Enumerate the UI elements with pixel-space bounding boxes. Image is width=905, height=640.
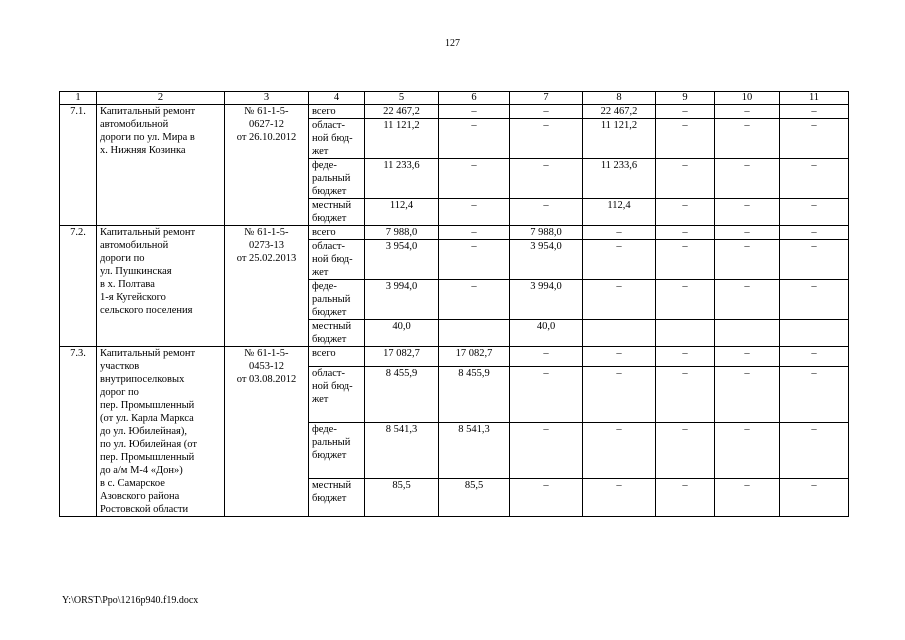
header-cell-11: 11 — [780, 92, 849, 105]
amount-cell-5: 11 233,6 — [365, 159, 439, 199]
page-number: 127 — [445, 38, 460, 49]
amount-cell-9: – — [656, 240, 715, 280]
amount-cell-6: – — [439, 159, 510, 199]
funding-source-label: феде- ральный бюджет — [309, 280, 365, 320]
amount-cell-11: – — [780, 280, 849, 320]
contract-details: № 61-1-5- 0453-12 от 03.08.2012 — [225, 347, 309, 517]
amount-cell-9: – — [656, 347, 715, 367]
amount-cell-5: 112,4 — [365, 199, 439, 226]
funding-source-label: област- ной бюд- жет — [309, 119, 365, 159]
amount-cell-11: – — [780, 240, 849, 280]
amount-cell-11: – — [780, 105, 849, 119]
amount-cell-10: – — [715, 479, 780, 517]
amount-cell-9: – — [656, 199, 715, 226]
amount-cell-7: – — [510, 119, 583, 159]
program-table — [59, 91, 849, 517]
amount-cell-5: 85,5 — [365, 479, 439, 517]
funding-source-label: всего — [309, 105, 365, 119]
amount-cell-9: – — [656, 105, 715, 119]
amount-cell-10: – — [715, 280, 780, 320]
project-number: 7.3. — [60, 347, 97, 517]
amount-cell-11: – — [780, 347, 849, 367]
header-cell-6: 6 — [439, 92, 510, 105]
amount-cell-9: – — [656, 479, 715, 517]
amount-cell-10: – — [715, 105, 780, 119]
amount-cell-7: – — [510, 159, 583, 199]
amount-cell-6: 8 541,3 — [439, 422, 510, 478]
header-cell-10: 10 — [715, 92, 780, 105]
amount-cell-10: – — [715, 347, 780, 367]
amount-cell-6: – — [439, 240, 510, 280]
table-row — [60, 347, 849, 367]
table-body — [60, 105, 849, 517]
amount-cell-11: – — [780, 479, 849, 517]
amount-cell-11: – — [780, 119, 849, 159]
amount-cell-6: 8 455,9 — [439, 366, 510, 422]
funding-source-label: област- ной бюд- жет — [309, 366, 365, 422]
amount-cell-6 — [439, 320, 510, 347]
project-name: Капитальный ремонт автомобильной дороги по ул. Пушкинская в х. Полтава 1-я Кугейского сельского поселения — [97, 226, 225, 347]
amount-cell-7: – — [510, 422, 583, 478]
amount-cell-6: – — [439, 119, 510, 159]
header-cell-1: 1 — [60, 92, 97, 105]
amount-cell-8: 11 121,2 — [583, 119, 656, 159]
amount-cell-5: 17 082,7 — [365, 347, 439, 367]
amount-cell-5: 11 121,2 — [365, 119, 439, 159]
footer-file-path: Y:\ORST\Ppo\1216p940.f19.docx — [62, 595, 199, 606]
amount-cell-11: – — [780, 159, 849, 199]
header-cell-4: 4 — [309, 92, 365, 105]
amount-cell-9 — [656, 320, 715, 347]
amount-cell-8 — [583, 320, 656, 347]
amount-cell-7: – — [510, 347, 583, 367]
amount-cell-10: – — [715, 159, 780, 199]
funding-source-label: всего — [309, 347, 365, 367]
amount-cell-8: 22 467,2 — [583, 105, 656, 119]
amount-cell-11: – — [780, 199, 849, 226]
funding-source-label: всего — [309, 226, 365, 240]
amount-cell-7: 7 988,0 — [510, 226, 583, 240]
header-cell-5: 5 — [365, 92, 439, 105]
amount-cell-7: 40,0 — [510, 320, 583, 347]
amount-cell-9: – — [656, 159, 715, 199]
funding-source-label: местный бюджет — [309, 479, 365, 517]
header-row — [60, 92, 849, 105]
amount-cell-7: – — [510, 199, 583, 226]
amount-cell-6: – — [439, 226, 510, 240]
project-number: 7.1. — [60, 105, 97, 226]
amount-cell-8: – — [583, 226, 656, 240]
amount-cell-8: – — [583, 240, 656, 280]
amount-cell-8: – — [583, 347, 656, 367]
amount-cell-10: – — [715, 366, 780, 422]
table-row — [60, 226, 849, 240]
header-cell-9: 9 — [656, 92, 715, 105]
funding-source-label: местный бюджет — [309, 199, 365, 226]
amount-cell-8: 11 233,6 — [583, 159, 656, 199]
amount-cell-8: – — [583, 280, 656, 320]
amount-cell-8: – — [583, 479, 656, 517]
amount-cell-10 — [715, 320, 780, 347]
amount-cell-6: 85,5 — [439, 479, 510, 517]
header-cell-2: 2 — [97, 92, 225, 105]
amount-cell-9: – — [656, 280, 715, 320]
project-number: 7.2. — [60, 226, 97, 347]
project-name: Капитальный ремонт участков внутрипоселковых дорог по пер. Промышленный (от ул. Карла Маркса до ул. Юбилейная), по ул. Юбилейная (от пер. Промышленный до а/м М-4 «Дон») в с. Самарское Азовского района Ростовской области — [97, 347, 225, 517]
amount-cell-10: – — [715, 119, 780, 159]
amount-cell-5: 22 467,2 — [365, 105, 439, 119]
amount-cell-6: 17 082,7 — [439, 347, 510, 367]
amount-cell-6: – — [439, 280, 510, 320]
amount-cell-7: 3 994,0 — [510, 280, 583, 320]
amount-cell-7: – — [510, 366, 583, 422]
amount-cell-5: 8 541,3 — [365, 422, 439, 478]
amount-cell-5: 3 994,0 — [365, 280, 439, 320]
amount-cell-8: – — [583, 422, 656, 478]
contract-details: № 61-1-5- 0273-13 от 25.02.2013 — [225, 226, 309, 347]
amount-cell-8: 112,4 — [583, 199, 656, 226]
amount-cell-5: 7 988,0 — [365, 226, 439, 240]
amount-cell-6: – — [439, 199, 510, 226]
amount-cell-10: – — [715, 199, 780, 226]
amount-cell-8: – — [583, 366, 656, 422]
project-name: Капитальный ремонт автомобильной дороги по ул. Мира в х. Нижняя Козинка — [97, 105, 225, 226]
contract-details: № 61-1-5- 0627-12 от 26.10.2012 — [225, 105, 309, 226]
amount-cell-5: 3 954,0 — [365, 240, 439, 280]
amount-cell-11: – — [780, 226, 849, 240]
amount-cell-5: 40,0 — [365, 320, 439, 347]
amount-cell-9: – — [656, 226, 715, 240]
amount-cell-5: 8 455,9 — [365, 366, 439, 422]
amount-cell-7: – — [510, 479, 583, 517]
amount-cell-9: – — [656, 422, 715, 478]
funding-source-label: местный бюджет — [309, 320, 365, 347]
amount-cell-6: – — [439, 105, 510, 119]
amount-cell-7: – — [510, 105, 583, 119]
funding-source-label: област- ной бюд- жет — [309, 240, 365, 280]
table-row — [60, 105, 849, 119]
header-cell-3: 3 — [225, 92, 309, 105]
amount-cell-11: – — [780, 422, 849, 478]
header-cell-7: 7 — [510, 92, 583, 105]
amount-cell-11: – — [780, 366, 849, 422]
funding-source-label: феде- ральный бюджет — [309, 159, 365, 199]
amount-cell-10: – — [715, 226, 780, 240]
header-cell-8: 8 — [583, 92, 656, 105]
amount-cell-9: – — [656, 366, 715, 422]
amount-cell-10: – — [715, 240, 780, 280]
amount-cell-10: – — [715, 422, 780, 478]
amount-cell-7: 3 954,0 — [510, 240, 583, 280]
amount-cell-11 — [780, 320, 849, 347]
amount-cell-9: – — [656, 119, 715, 159]
funding-source-label: феде- ральный бюджет — [309, 422, 365, 478]
